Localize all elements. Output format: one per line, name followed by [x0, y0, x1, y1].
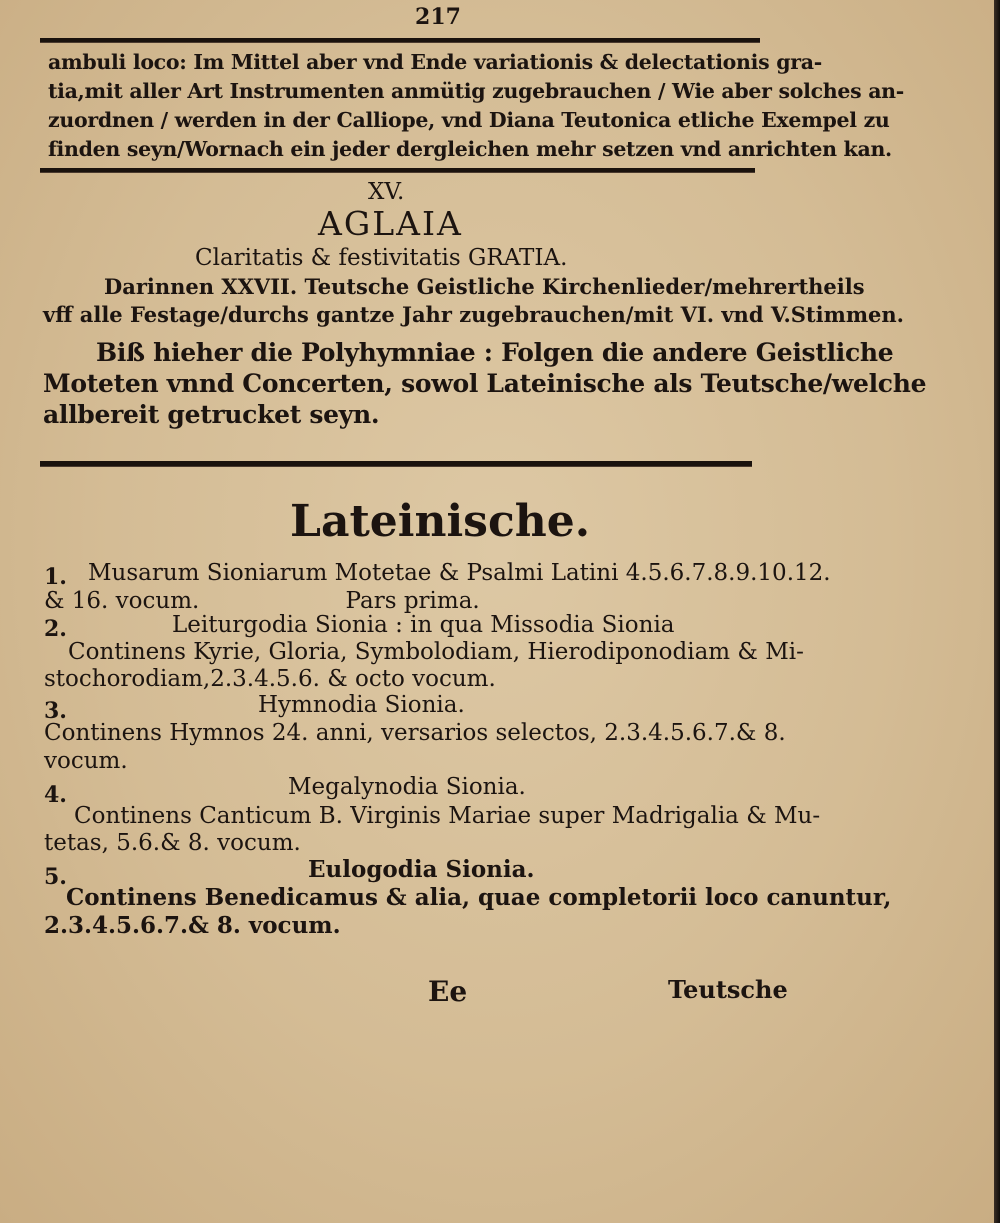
- entry-3-title: Hymnodia Sionia.: [258, 692, 465, 718]
- intro-line-3: zuordnen / werden in der Calliope, vnd Diana Teutonica etliche Exempel zu: [48, 108, 890, 132]
- entry-2-line-3: stochorodiam,2.3.4.5.6. & octo vocum.: [44, 666, 496, 692]
- entry-5-line-2: Continens Benedicamus & alia, quae completorii loco canuntur,: [66, 884, 892, 911]
- signature-mark: Ee: [428, 975, 468, 1008]
- entry-1-line-2: & 16. vocum. Pars prima.: [44, 588, 480, 614]
- entry-number-3: 3.: [44, 698, 67, 724]
- entry-5-line-3: 2.3.4.5.6.7.& 8. vocum.: [44, 912, 341, 939]
- entry-2-line-1: Leiturgodia Sionia : in qua Missodia Sionia: [172, 612, 675, 638]
- page-edge-shadow: [994, 0, 1000, 1223]
- entry-1-line-1: Musarum Sioniarum Motetae & Psalmi Latini 4.5.6.7.8.9.10.12.: [88, 560, 831, 586]
- intro-line-1: ambuli loco: Im Mittel aber vnd Ende variationis & delectationis gra-: [48, 50, 822, 74]
- intro-line-2: tia,mit aller Art Instrumenten anmütig zugebrauchen / Wie aber solches an-: [48, 79, 904, 103]
- page-number: 217: [415, 4, 461, 30]
- section-rule: [40, 461, 752, 467]
- entry-3-line-2: Continens Hymnos 24. anni, versarios selectos, 2.3.4.5.6.7.& 8.: [44, 720, 786, 746]
- transition-line-1: Biß hieher die Polyhymniae : Folgen die andere Geistliche: [96, 338, 894, 367]
- section-description-line-2: vff alle Festage/durchs gantze Jahr zugebrauchen/mit VI. vnd V.Stimmen.: [43, 302, 904, 327]
- entry-number-5: 5.: [44, 864, 67, 890]
- entry-2-line-2: Continens Kyrie, Gloria, Symbolodiam, Hierodiponodiam & Mi-: [68, 639, 804, 665]
- transition-line-3: allbereit getrucket seyn.: [43, 400, 380, 429]
- top-rule: [40, 38, 760, 43]
- section-number: XV.: [368, 179, 405, 205]
- entry-number-2: 2.: [44, 616, 67, 642]
- transition-line-2: Moteten vnnd Concerten, sowol Lateinische als Teutsche/welche: [43, 369, 927, 398]
- catchword: Teutsche: [668, 975, 788, 1004]
- catalog-heading: Lateinische.: [290, 496, 591, 547]
- entry-3-line-3: vocum.: [44, 748, 128, 774]
- entry-5-title: Eulogodia Sionia.: [308, 856, 535, 883]
- entry-4-title: Megalynodia Sionia.: [288, 774, 526, 800]
- section-subtitle: Claritatis & festivitatis GRATIA.: [195, 245, 568, 271]
- middle-rule: [40, 168, 755, 173]
- entry-number-1: 1.: [44, 564, 67, 590]
- entry-4-line-2: Continens Canticum B. Virginis Mariae super Madrigalia & Mu-: [74, 803, 821, 829]
- section-description-line-1: Darinnen XXVII. Teutsche Geistliche Kirchenlieder/mehrertheils: [104, 274, 865, 299]
- entry-4-line-3: tetas, 5.6.& 8. vocum.: [44, 830, 301, 856]
- section-title: AGLAIA: [318, 204, 463, 243]
- entry-number-4: 4.: [44, 782, 67, 808]
- intro-line-4: finden seyn/Wornach ein jeder dergleichen mehr setzen vnd anrichten kan.: [48, 137, 892, 161]
